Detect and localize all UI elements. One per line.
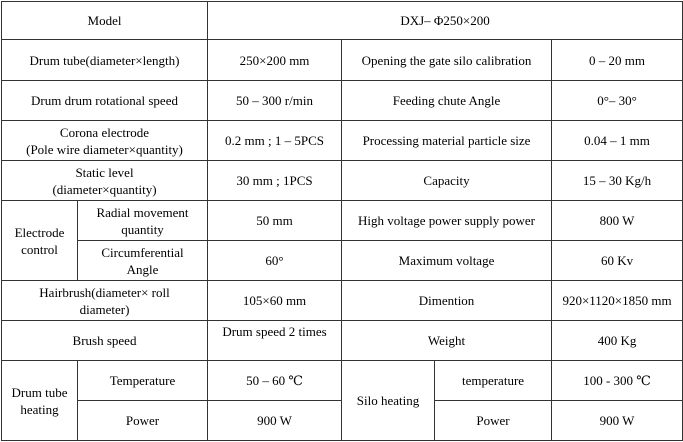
static-label-line1: Static level: [75, 164, 134, 180]
table-row: [2, 161, 683, 201]
chute-label: Feeding chute Angle: [342, 81, 552, 121]
hv-label: High voltage power supply power: [342, 201, 552, 241]
power-label: Power: [78, 401, 208, 441]
radial-value: 50 mm: [208, 201, 342, 241]
silo-power-label: Power: [435, 401, 552, 441]
table-row: [2, 281, 683, 321]
table-row: [2, 40, 683, 81]
hv-value: 800 W: [552, 201, 683, 241]
gate-value: 0 – 20 mm: [552, 40, 683, 81]
corona-label-line1: Corona electrode: [59, 124, 150, 140]
silo-heating-label: Silo heating: [342, 361, 435, 441]
maxv-label: Maximum voltage: [342, 241, 552, 281]
weight-label: Weight: [342, 321, 552, 361]
static-value: 30 mm ; 1PCS: [208, 161, 342, 201]
radial-label: [78, 201, 208, 241]
electrode-control-line2: control: [21, 241, 58, 257]
drum-tube-value: 250×200 mm: [208, 40, 342, 81]
chute-value: 0°– 30°: [552, 81, 683, 121]
spec-table: [1, 1, 683, 441]
gate-label: Opening the gate silo calibration: [342, 40, 552, 81]
table-row: [2, 121, 683, 161]
particle-label: Processing material particle size: [342, 121, 552, 161]
model-value: DXJ– Φ250×200: [208, 2, 683, 40]
brush-speed-label: Brush speed: [2, 321, 208, 361]
table-row: [2, 241, 683, 281]
circ-label: [78, 241, 208, 281]
hairbrush-label: [2, 281, 208, 321]
capacity-label: Capacity: [342, 161, 552, 201]
rot-speed-label: Drum drum rotational speed: [2, 81, 208, 121]
table-row: [2, 201, 683, 241]
static-label-line2: (diameter×quantity): [52, 181, 157, 197]
drum-tube-label: Drum tube(diameter×length): [2, 40, 208, 81]
circ-label-line1: Circumferential: [101, 244, 184, 260]
drum-heating-line1: Drum tube: [11, 384, 68, 400]
weight-value: 400 Kg: [552, 321, 683, 361]
electrode-control-label: [2, 201, 78, 281]
table-row: [2, 81, 683, 121]
circ-value: 60°: [208, 241, 342, 281]
temperature-label: Temperature: [78, 361, 208, 401]
hairbrush-label-line1: Hairbrush(diameter× roll: [39, 284, 170, 300]
power-value: 900 W: [208, 401, 342, 441]
table-row: [2, 361, 683, 401]
drum-heating-line2: heating: [20, 401, 59, 417]
brush-speed-value: Drum speed 2 times: [208, 321, 342, 361]
dimention-value: 920×1120×1850 mm: [552, 281, 683, 321]
maxv-value: 60 Kv: [552, 241, 683, 281]
temperature-value: 50 – 60 ℃: [208, 361, 342, 401]
electrode-control-line1: Electrode: [14, 224, 65, 240]
capacity-value: 15 – 30 Kg/h: [552, 161, 683, 201]
corona-label-line2: (Pole wire diameter×quantity): [26, 141, 183, 157]
corona-label: [2, 121, 208, 161]
corona-value: 0.2 mm ; 1 – 5PCS: [208, 121, 342, 161]
static-label: [2, 161, 208, 201]
table-row: [2, 321, 683, 361]
silo-temperature-value: 100 - 300 ℃: [552, 361, 683, 401]
table-row: [2, 2, 683, 40]
particle-value: 0.04 – 1 mm: [552, 121, 683, 161]
hairbrush-value: 105×60 mm: [208, 281, 342, 321]
model-label: Model: [2, 2, 208, 40]
radial-label-line2: quantity: [121, 221, 164, 237]
hairbrush-label-line2: diameter): [79, 301, 130, 317]
drum-heating-label: [2, 361, 78, 441]
radial-label-line1: Radial movement: [96, 204, 189, 220]
silo-power-value: 900 W: [552, 401, 683, 441]
rot-speed-value: 50 – 300 r/min: [208, 81, 342, 121]
dimention-label: Dimention: [342, 281, 552, 321]
circ-label-line2: Angle: [126, 261, 159, 277]
silo-temperature-label: temperature: [435, 361, 552, 401]
